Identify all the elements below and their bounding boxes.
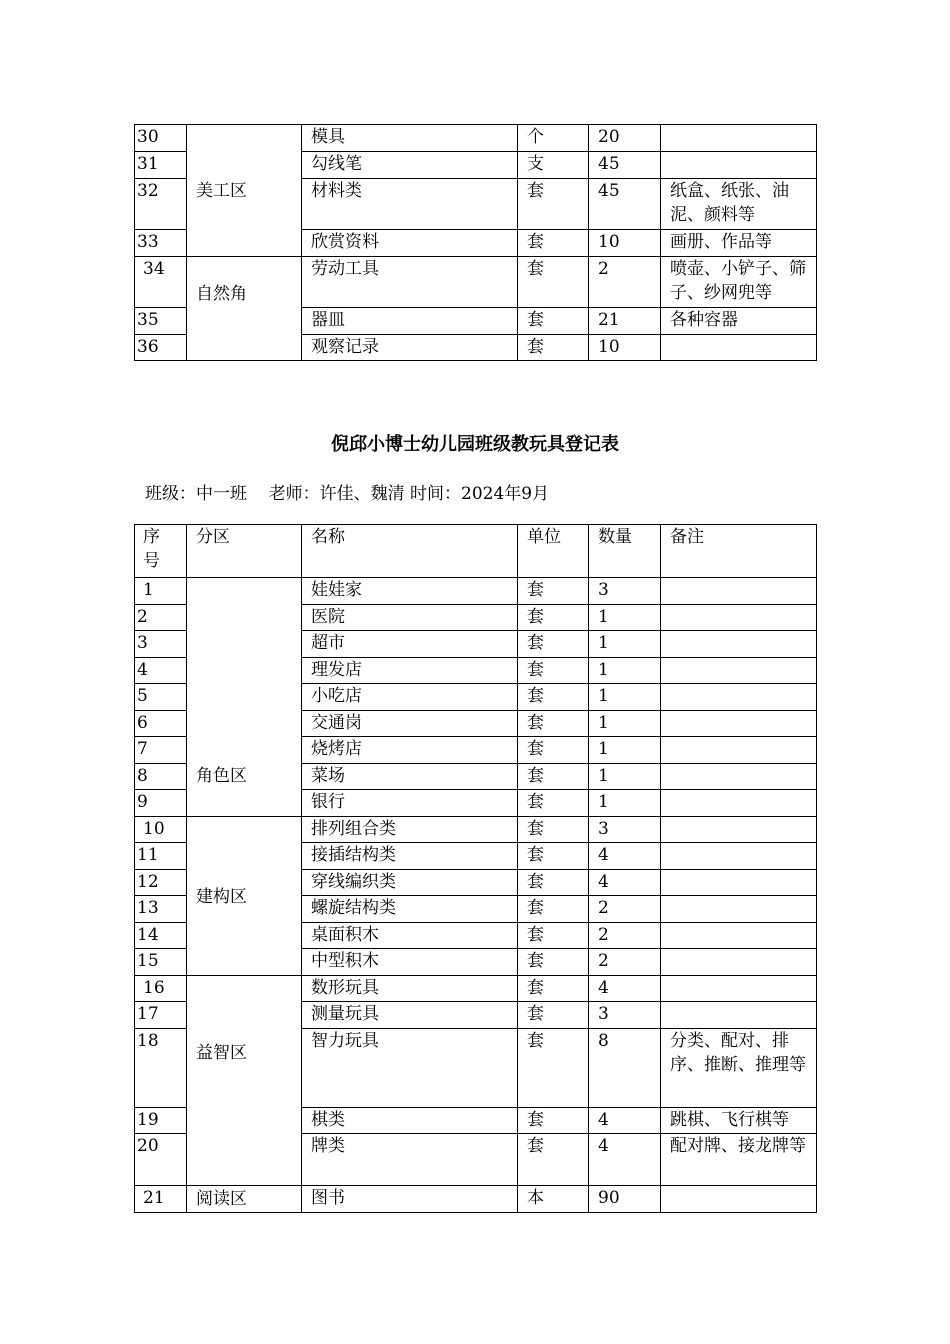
item-name: 小吃店 [302, 684, 518, 711]
item-note [661, 152, 817, 179]
item-unit: 支 [518, 152, 589, 179]
row-number: 10 [135, 816, 187, 843]
item-qty: 45 [589, 152, 661, 179]
item-note [661, 1186, 817, 1213]
row-number: 13 [135, 896, 187, 923]
item-name: 棋类 [302, 1107, 518, 1134]
item-qty: 3 [589, 1002, 661, 1029]
row-number: 3 [135, 631, 187, 658]
item-qty: 1 [589, 790, 661, 817]
item-name: 穿线编织类 [302, 869, 518, 896]
item-note: 各种容器 [661, 308, 817, 335]
zone-cell: 建构区 [187, 816, 302, 975]
item-note [661, 578, 817, 605]
item-name: 桌面积木 [302, 922, 518, 949]
row-number: 6 [135, 710, 187, 737]
table-row [135, 257, 817, 308]
item-note [661, 604, 817, 631]
item-name: 劳动工具 [302, 257, 518, 308]
row-number: 31 [135, 152, 187, 179]
item-note: 分类、配对、排序、推断、推理等 [661, 1028, 817, 1107]
item-unit: 套 [518, 179, 589, 230]
item-name: 智力玩具 [302, 1028, 518, 1107]
item-qty: 4 [589, 843, 661, 870]
item-name: 图书 [302, 1186, 518, 1213]
row-number: 12 [135, 869, 187, 896]
item-unit: 套 [518, 843, 589, 870]
item-qty: 3 [589, 578, 661, 605]
item-note: 纸盒、纸张、油泥、颜料等 [661, 179, 817, 230]
item-unit: 套 [518, 737, 589, 764]
item-qty: 3 [589, 816, 661, 843]
inventory-table-continued [134, 124, 817, 361]
item-unit: 套 [518, 949, 589, 976]
item-note [661, 843, 817, 870]
item-name: 中型积木 [302, 949, 518, 976]
row-number: 15 [135, 949, 187, 976]
zone-cell: 角色区 [187, 578, 302, 817]
item-name: 交通岗 [302, 710, 518, 737]
item-note [661, 684, 817, 711]
header-qty: 数量 [589, 525, 661, 578]
table-row [135, 975, 817, 1002]
item-qty: 2 [589, 949, 661, 976]
item-name: 牌类 [302, 1134, 518, 1186]
item-qty: 1 [589, 604, 661, 631]
row-number: 33 [135, 230, 187, 257]
item-note [661, 1002, 817, 1029]
row-number: 30 [135, 125, 187, 152]
item-note [661, 975, 817, 1002]
item-qty: 20 [589, 125, 661, 152]
table-row [135, 816, 817, 843]
item-qty: 1 [589, 710, 661, 737]
item-name: 排列组合类 [302, 816, 518, 843]
zone-cell: 自然角 [187, 257, 302, 361]
row-number: 34 [135, 257, 187, 308]
row-number: 16 [135, 975, 187, 1002]
item-qty: 1 [589, 684, 661, 711]
table-header-row [135, 525, 817, 578]
item-unit: 套 [518, 763, 589, 790]
item-unit: 套 [518, 631, 589, 658]
teacher-label: 老师：许佳、魏清 [268, 484, 405, 504]
item-note [661, 949, 817, 976]
class-label: 班级：中一班 [145, 484, 247, 504]
item-name: 接插结构类 [302, 843, 518, 870]
item-qty: 8 [589, 1028, 661, 1107]
item-unit: 套 [518, 975, 589, 1002]
item-name: 银行 [302, 790, 518, 817]
header-name: 名称 [302, 525, 518, 578]
row-number: 21 [135, 1186, 187, 1213]
zone-cell: 美工区 [187, 125, 302, 257]
inventory-table [134, 524, 817, 1213]
row-number: 2 [135, 604, 187, 631]
item-name: 测量玩具 [302, 1002, 518, 1029]
item-name: 菜场 [302, 763, 518, 790]
item-name: 数形玩具 [302, 975, 518, 1002]
zone-cell: 益智区 [187, 975, 302, 1186]
table-row [135, 125, 817, 152]
item-qty: 10 [589, 335, 661, 361]
row-number: 36 [135, 335, 187, 361]
row-number: 5 [135, 684, 187, 711]
row-number: 35 [135, 308, 187, 335]
class-info-line [145, 479, 549, 504]
item-qty: 4 [589, 1107, 661, 1134]
item-note [661, 125, 817, 152]
row-number: 17 [135, 1002, 187, 1029]
item-note [661, 335, 817, 361]
item-note [661, 631, 817, 658]
item-unit: 套 [518, 922, 589, 949]
item-unit: 套 [518, 308, 589, 335]
item-unit: 套 [518, 1134, 589, 1186]
item-unit: 套 [518, 869, 589, 896]
item-unit: 套 [518, 1028, 589, 1107]
row-number: 7 [135, 737, 187, 764]
item-note [661, 896, 817, 923]
item-note [661, 737, 817, 764]
item-name: 医院 [302, 604, 518, 631]
item-note: 配对牌、接龙牌等 [661, 1134, 817, 1186]
table-row [135, 1186, 817, 1213]
item-qty: 1 [589, 737, 661, 764]
item-qty: 4 [589, 975, 661, 1002]
item-name: 烧烤店 [302, 737, 518, 764]
item-qty: 2 [589, 896, 661, 923]
row-number: 20 [135, 1134, 187, 1186]
item-name: 观察记录 [302, 335, 518, 361]
item-note [661, 657, 817, 684]
item-unit: 套 [518, 657, 589, 684]
row-number: 18 [135, 1028, 187, 1107]
item-note [661, 790, 817, 817]
item-qty: 1 [589, 631, 661, 658]
header-unit: 单位 [518, 525, 589, 578]
item-qty: 1 [589, 763, 661, 790]
table-row [135, 578, 817, 605]
zone-cell: 阅读区 [187, 1186, 302, 1213]
item-qty: 10 [589, 230, 661, 257]
item-name: 勾线笔 [302, 152, 518, 179]
item-unit: 套 [518, 1002, 589, 1029]
time-label: 时间：2024年9月 [410, 484, 550, 504]
item-unit: 套 [518, 230, 589, 257]
item-unit: 套 [518, 335, 589, 361]
item-name: 螺旋结构类 [302, 896, 518, 923]
item-qty: 2 [589, 922, 661, 949]
item-note: 跳棋、飞行棋等 [661, 1107, 817, 1134]
item-name: 材料类 [302, 179, 518, 230]
row-number: 9 [135, 790, 187, 817]
item-note [661, 922, 817, 949]
item-note: 画册、作品等 [661, 230, 817, 257]
item-note [661, 869, 817, 896]
row-number: 4 [135, 657, 187, 684]
row-number: 8 [135, 763, 187, 790]
item-name: 超市 [302, 631, 518, 658]
item-unit: 套 [518, 710, 589, 737]
header-zone: 分区 [187, 525, 302, 578]
item-unit: 个 [518, 125, 589, 152]
row-number: 32 [135, 179, 187, 230]
item-unit: 套 [518, 816, 589, 843]
item-note [661, 710, 817, 737]
document-title: 倪邱小博士幼儿园班级教玩具登记表 [331, 434, 619, 455]
item-name: 模具 [302, 125, 518, 152]
header-no: 序号 [135, 525, 187, 578]
item-unit: 套 [518, 578, 589, 605]
item-unit: 套 [518, 790, 589, 817]
item-qty: 90 [589, 1186, 661, 1213]
item-unit: 本 [518, 1186, 589, 1213]
row-number: 1 [135, 578, 187, 605]
row-number: 19 [135, 1107, 187, 1134]
item-name: 理发店 [302, 657, 518, 684]
item-qty: 2 [589, 257, 661, 308]
item-unit: 套 [518, 257, 589, 308]
item-unit: 套 [518, 1107, 589, 1134]
header-note: 备注 [661, 525, 817, 578]
item-qty: 1 [589, 657, 661, 684]
item-unit: 套 [518, 684, 589, 711]
item-qty: 21 [589, 308, 661, 335]
item-unit: 套 [518, 604, 589, 631]
row-number: 11 [135, 843, 187, 870]
item-unit: 套 [518, 896, 589, 923]
item-name: 欣赏资料 [302, 230, 518, 257]
item-name: 娃娃家 [302, 578, 518, 605]
item-qty: 4 [589, 869, 661, 896]
row-number: 14 [135, 922, 187, 949]
item-name: 器皿 [302, 308, 518, 335]
item-qty: 45 [589, 179, 661, 230]
item-note [661, 816, 817, 843]
item-qty: 4 [589, 1134, 661, 1186]
item-note [661, 763, 817, 790]
item-note: 喷壶、小铲子、筛子、纱网兜等 [661, 257, 817, 308]
